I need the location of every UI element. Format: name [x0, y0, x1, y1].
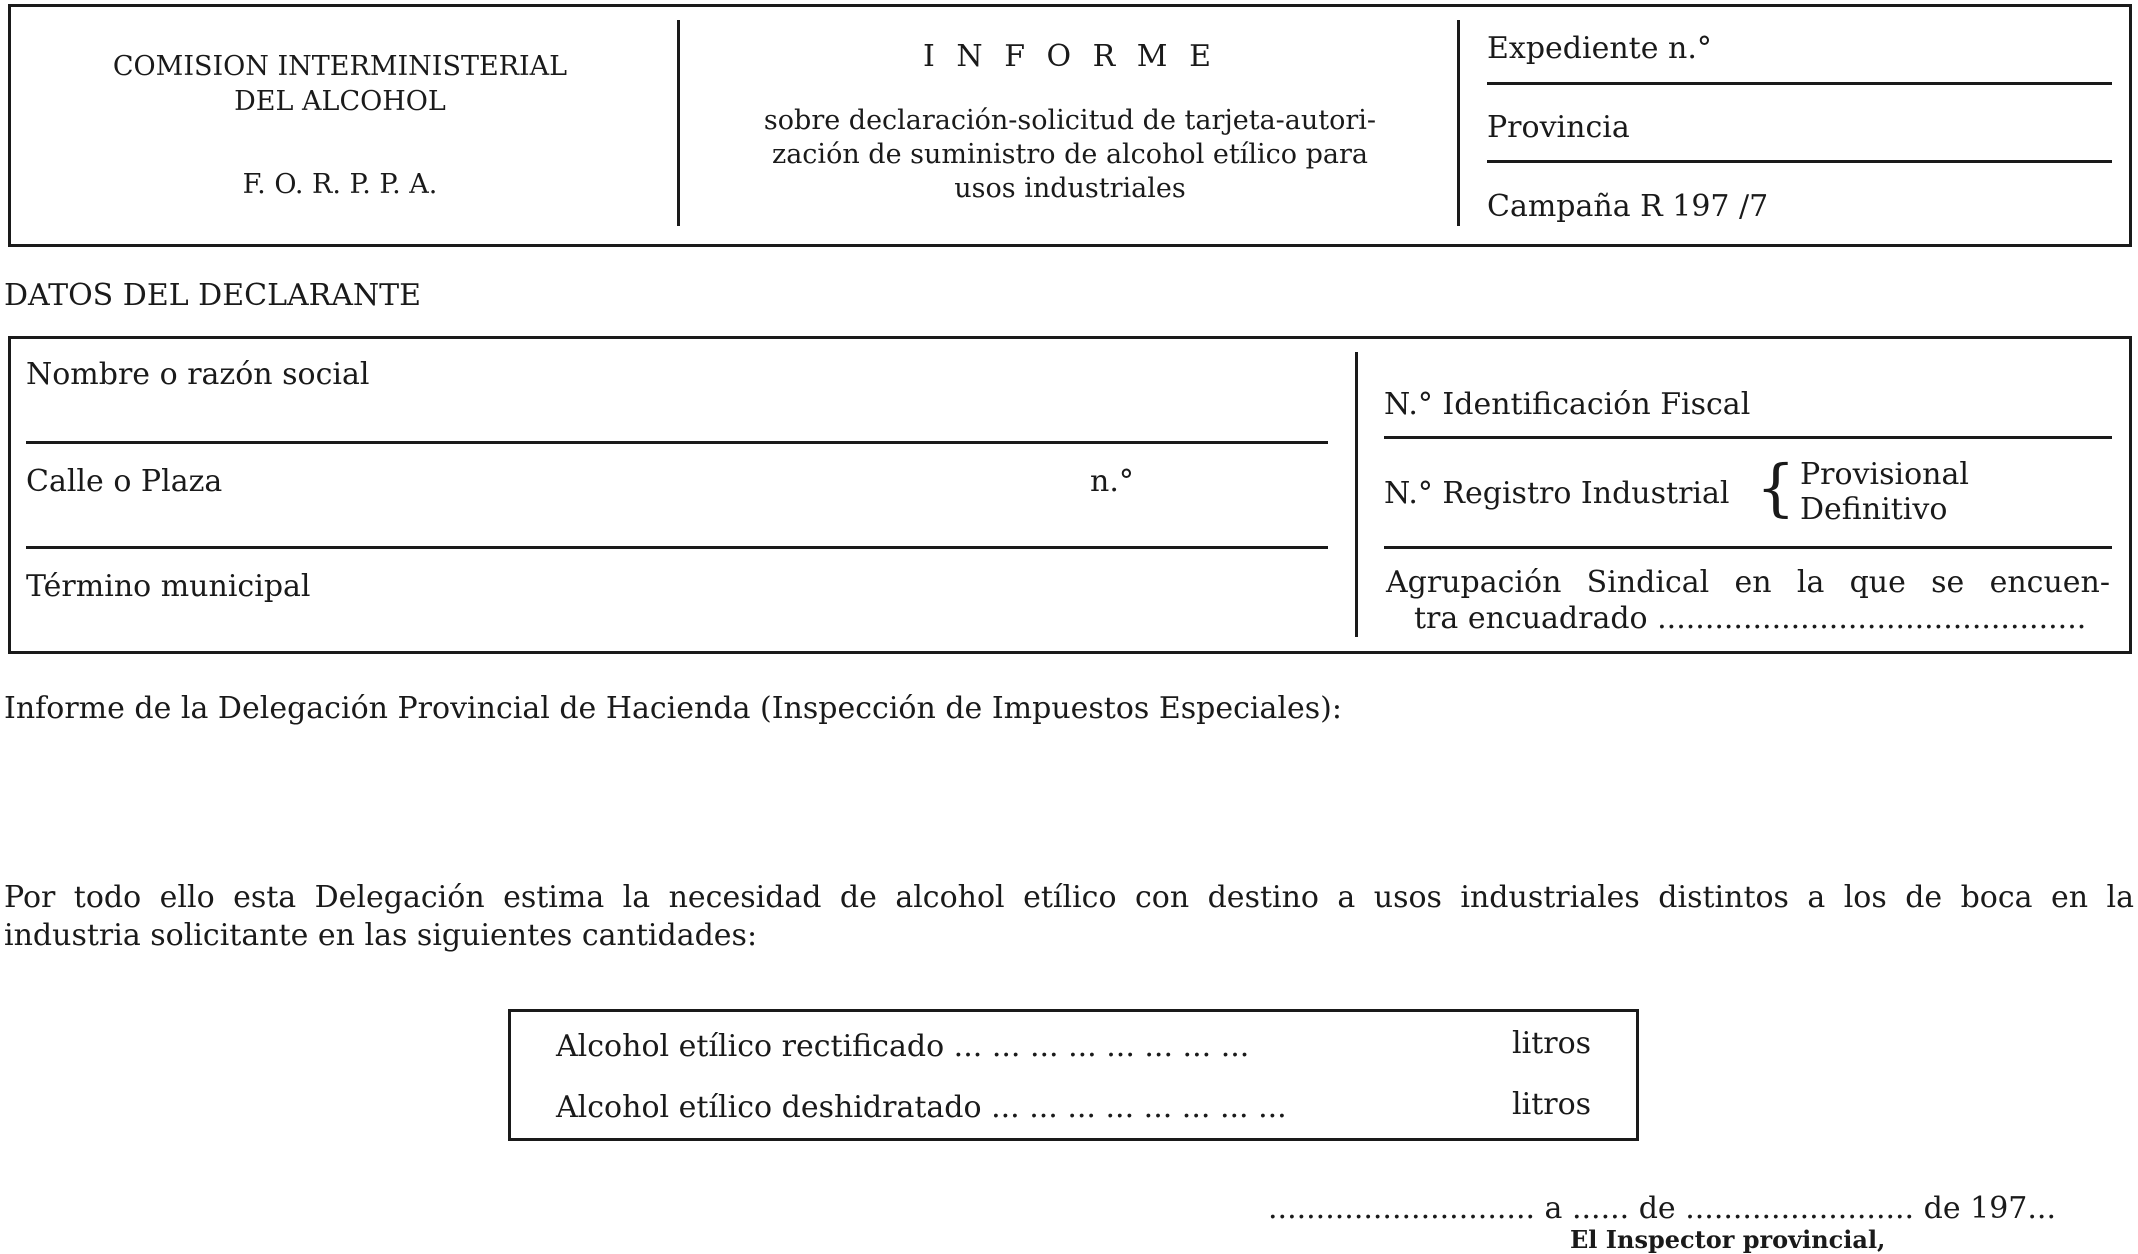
brace-icon: { — [1756, 451, 1796, 524]
declarant-heading: DATOS DEL DECLARANTE — [4, 278, 422, 313]
nif-rule — [1384, 436, 2112, 439]
nombre-field[interactable]: Nombre o razón social — [26, 357, 370, 392]
nif-field[interactable]: N.° Identificación Fiscal — [1384, 387, 1751, 422]
nombre-rule — [26, 441, 1328, 444]
numero-field[interactable]: n.° — [1090, 464, 1134, 499]
header-divider-2 — [1457, 20, 1460, 226]
registro-rule — [1384, 546, 2112, 549]
declarant-divider — [1355, 352, 1358, 637]
date-line[interactable]: ............................ a ...... de ........................ de 197... — [1268, 1191, 2056, 1226]
subtitle-line-1: sobre declaración-solicitud de tarjeta-autori- — [763, 105, 1377, 136]
issuer-line-1: COMISION INTERMINISTERIAL — [112, 51, 568, 82]
registro-field[interactable]: N.° Registro Industrial — [1384, 476, 1730, 511]
header-divider-1 — [677, 20, 680, 226]
estimate-line-2: industria solicitante en las siguientes cantidades: — [4, 918, 758, 953]
agrupacion-line-2[interactable]: tra encuadrado ............................................. — [1414, 602, 2087, 636]
report-label: Informe de la Delegación Provincial de Hacienda (Inspección de Impuestos Especiales): — [4, 691, 1342, 726]
registro-provisional[interactable]: Provisional — [1800, 457, 1969, 492]
inspector-signature-label: El Inspector provincial, — [1570, 1225, 1886, 1254]
calle-rule — [26, 546, 1328, 549]
expediente-field[interactable]: Expediente n.° — [1487, 31, 1712, 66]
provincia-rule — [1487, 160, 2112, 163]
subtitle-line-2: zación de suministro de alcohol etílico para — [771, 139, 1368, 170]
agrupacion-line-1[interactable]: Agrupación Sindical en la que se encuen- — [1386, 565, 2110, 600]
termino-field[interactable]: Término municipal — [26, 569, 311, 604]
estimate-line-1: Por todo ello esta Delegación estima la necesidad de alcohol etílico con destino a usos industriales distintos a los de boca en la — [4, 880, 2134, 915]
quantity-deshidratado[interactable]: Alcohol etílico deshidratado ... ... ... ... ... ... ... ... — [556, 1090, 1287, 1125]
calle-field[interactable]: Calle o Plaza — [26, 464, 223, 499]
issuer-line-3: F. O. R. P. P. A. — [242, 169, 438, 200]
unit-deshidratado: litros — [1512, 1087, 1592, 1122]
subtitle-line-3: usos industriales — [954, 173, 1186, 204]
registro-definitivo[interactable]: Definitivo — [1800, 492, 1948, 527]
issuer-line-2: DEL ALCOHOL — [234, 86, 446, 117]
report-title: I N F O R M E — [923, 39, 1217, 74]
expediente-rule — [1487, 82, 2112, 85]
unit-rectificado: litros — [1512, 1026, 1592, 1061]
campana-field[interactable]: Campaña R 197 /7 — [1487, 189, 1769, 224]
quantity-rectificado[interactable]: Alcohol etílico rectificado ... ... ... ... ... ... ... ... — [556, 1029, 1250, 1064]
provincia-field[interactable]: Provincia — [1487, 110, 1630, 145]
